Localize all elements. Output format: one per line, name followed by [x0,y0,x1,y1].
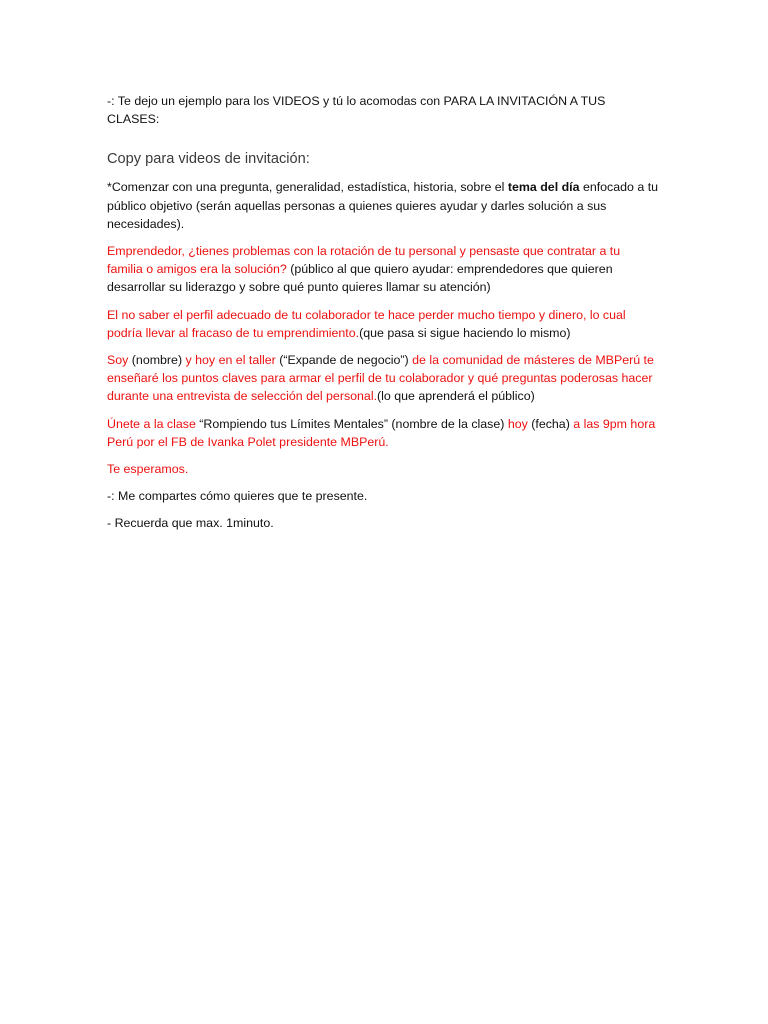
note-line-2: - Recuerda que max. 1minuto. [107,516,274,531]
intro-note-3: (lo que aprenderá el público) [377,389,535,404]
problem-paragraph [107,306,659,342]
invite-red-2: hoy [507,416,528,431]
intro-note-1: (nombre) [128,353,186,368]
invite-red-3: a las 9pm hora Perú por el FB de Ivanka Polet presidente MBPerú. [107,416,656,449]
instruction-bold-text: tema del día [507,180,580,195]
intro-red-1: Soy [107,353,129,368]
document-body [107,92,659,542]
instruction-text-1: *Comenzar con una pregunta, generalidad, estadística, historia, sobre el [107,180,508,195]
instruction-text-2: enfocado a tu público objetivo (serán aquellas personas a quienes quieres ayudar y darles solución a sus necesidades). [107,180,659,231]
intro-line: -: Te dejo un ejemplo para los VIDEOS y tú lo acomodas con PARA LA INVITACIÓN A TUS CLASES: [107,94,606,127]
intro-red-3: de la comunidad de másteres de MBPerú te enseñaré los puntos claves para armar el perfil de tu colaborador y qué preguntas poderosas hacer durante una entrevista de selección del personal. [107,353,654,404]
question-red-text: Emprendedor, ¿tienes problemas con la rotación de tu personal y pensaste que contratar a tu familia o amigos era la solución? [107,244,621,277]
problem-note-text: (que pasa si sigue haciendo lo mismo) [359,325,571,340]
intro-red-2: y hoy en el taller [185,353,276,368]
invite-paragraph [107,415,659,451]
note-line-1: -: Me compartes cómo quieres que te presente. [107,489,368,504]
question-paragraph [107,242,659,297]
section-subtitle: Copy para videos de invitación: [107,151,310,168]
invite-note-1: “Rompiendo tus Límites Mentales” (nombre de la clase) [195,416,508,431]
invite-red-1: Únete a la clase [107,416,196,431]
instruction-paragraph [107,178,659,233]
question-note-text: (público al que quiero ayudar: emprendedores que quieren desarrollar su liderazgo y sobre qué punto quieres llamar su atención) [107,262,613,295]
problem-red-text: El no saber el perfil adecuado de tu colaborador te hace perder mucho tiempo y dinero, lo cual podría llevar al fracaso de tu emprendimiento. [107,307,626,340]
intro-note-2: (“Expande de negocio”) [275,353,413,368]
invite-note-2: (fecha) [527,416,574,431]
closing-line: Te esperamos. [107,462,189,477]
introduction-paragraph [107,351,659,406]
